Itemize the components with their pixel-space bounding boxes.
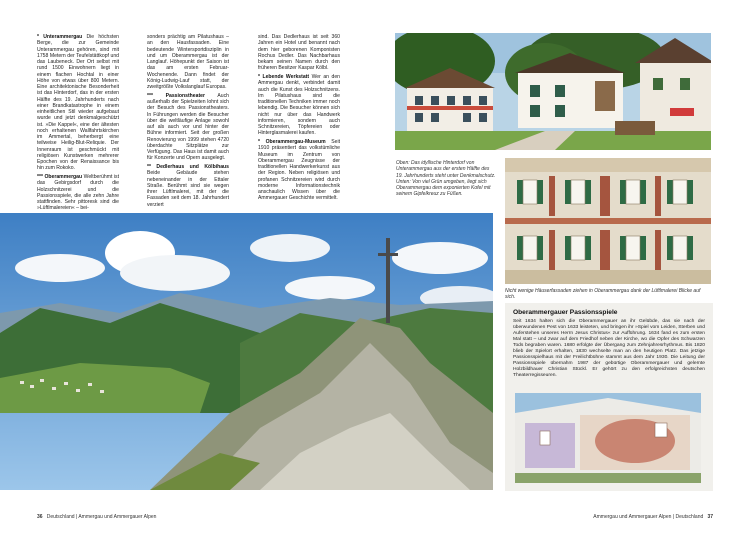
section-heading: *** Passionstheater [147, 92, 205, 99]
village-photo [395, 33, 711, 150]
paragraph [37, 34, 119, 172]
body-text: Seit 1910 präsentiert das volkstümliche Museum im Zentrum von Oberammergau Zeugnisse der traditionellen Handwerkerkunst aus der Region. Neben religiösen und profanen Schnitzereien wird durch moderne Informationstechnik anschaulich Wissen über die Ammergauer Geschichte vermittelt. [258, 139, 341, 202]
section-heading: * Oberammergau-Museum [258, 139, 326, 145]
page-number-right: 37 [707, 514, 713, 520]
mountain-illustration [0, 213, 493, 490]
body-text: sonders prächtig am Pilatushaus – an den Hausfassaden. Eine bedeutende Wintersportdisziplin in und um Oberammergau ist der Langlauf. Höhepunkt der Saison ist das am ersten Februar-Wochenende. Dann findet der König-Ludwig-Lauf statt, der zweitgrößte Volkslanglauf Europas. [147, 34, 229, 90]
box-text: Seit 1634 halten sich die Oberammergauer an ihr Gelübde, das sie nach der überwundenen Pest von 1633 leisteten, und bringen ihr »Spiel vom Leiden, Sterben und Auferstehen unseres Herrn Jesus Christus« zur Aufführung. 1634 fand es zum ersten Mal statt – und zwar auf dem Friedhof neben der Kirche, wo die Opfer des Schwarzen Tods begraben waren. 1680 erfolgte der Übergang zum Zehnjahresrhythmus. Bis 1820 blieb der Spielort erhalten, 1830 wechselte man an den heutigen Platz. Das jetzige Passionsspielhaus mit der Freilichtbühne stammt aus dem Jahr 1930. Die Leitung der Passionsspiele übernahm 1987 der gebürtige Oberammergauer und gelernte Holzbildhauer Christian Stückl. Er gehört zu den erfolgreichsten deutschen Theaterregisseuren. [513, 319, 705, 378]
mountain-photo [0, 213, 493, 490]
body-text: Auch außerhalb der Spielzeiten lohnt sich der Besuch des Passionstheaters. In Führungen werden die Besucher über die weltläufige Anlage sowohl auf als auch vor und hinter der Bühne informiert. Seit der großen Renovierung von 1999 stehen 4720 überdachte Sitzplätze zur Verfügung. Das Haus ist damit auch für Konzerte und Opern ausgelegt. [147, 92, 230, 162]
body-text: Die höchsten Berge, die zur Gemeinde Unterammergau gehören, sind mit 1758 Metern der Teufelstättkopf und das Laubeneck. Der Ort selbst mit rund 1500 Einwohnern liegt in einem flachen Hochtal in einer Höhe von etwas über 800 Metern. Eine architektonische Besonderheit ist das Hinterdorf, das in der ersten Hälfte des 19. Jahrhunderts nach einer Brandkatastrophe in einem einheitlichen Stil wieder aufgebaut wurde und jetzt denkmalgeschützt ist. »Die Kappel«, eine der ältesten noch erhaltenen Wallfahrtskirchen im Ammertal, beherbergt eine teilweise Heilig-Blut-Reliquie. Der Innenraum ist geschmückt mit religiösen Kunstwerken mehrerer Epochen von der Renaissance bis hin zum Rokoko. [37, 34, 120, 172]
text-column-2 [147, 34, 229, 210]
running-footer-left: Deutschland | Ammergau und Ammergauer Alpen [46, 514, 157, 520]
text-column-1 [37, 34, 119, 214]
body-text: Weltberühmt ist das Gebirgsdorf durch die Holzschnitzerei und die Passionsspiele, die alle zehn Jahre stattfinden. Sehr pittoresk sind die »Lüftlmalereien« – bei- [37, 174, 120, 212]
paragraph [37, 174, 119, 212]
passion-house-photo [515, 393, 701, 483]
footer-right [593, 514, 713, 520]
passion-play-box [505, 303, 713, 491]
facade-illustration [505, 158, 711, 284]
footer-left [37, 514, 156, 520]
paragraph [147, 93, 229, 162]
village-illustration [395, 33, 711, 150]
box-title: Oberammergauer Passionsspiele [513, 309, 618, 316]
facade-caption: Nicht wenige Häuserfassaden ziehen in Oberammergau dank der Lüftlmalerei Blicke auf sich. [505, 288, 701, 301]
section-heading: ** Dedlerhaus und Kölbihaus [147, 164, 229, 170]
section-heading: * Unterammergau [37, 34, 83, 40]
body-text: Wer an den Ammergau denkt, verbindet damit auch die Kunst des Holzschnitzens. Im Pilatushaus sind die traditionellen Techniken immer noch lebendig. Die Besucher können sich nicht nur über das Handwerk informieren, sondern auch Schnitzereien, Töpfereien oder Hinterglasmalerei kaufen. [258, 74, 340, 137]
body-text: sind. Das Dedlerhaus ist seit 360 Jahren ein Hotel und benannt nach dem hier geborenen Komponisten Rochus Dedler. Das Nachbarhaus bekam seinen Namen durch den früheren Besitzer Kaspar Kölbl. [258, 34, 340, 72]
page-number-left: 36 [37, 514, 43, 520]
body-text: Beide Gebäude stehen nebeneinander in der Ettaler Straße. Berühmt sind sie wegen ihrer Lüftlmalerei, mit der die Fassaden seit dem 18. Jahrhundert verziert [147, 170, 229, 208]
text-column-3 [258, 34, 340, 204]
paragraph [258, 139, 340, 202]
paragraph [258, 34, 340, 72]
paragraph [258, 74, 340, 137]
section-heading: * Lebende Werkstatt [258, 74, 310, 80]
section-heading: *** Oberammergau [37, 174, 83, 180]
facade-photo [505, 158, 711, 284]
passion-house-illustration [515, 393, 701, 483]
paragraph [147, 164, 229, 208]
photo-caption: Oben: Das idyllische Hinterdorf von Unterammergau aus der ersten Hälfte des 19. Jahrhunderts steht unter Denkmalschutz. Unten: Von viel Grün umgeben, liegt sich Oberammergau dem exponierten Kofel mit seinem Gipfelkreuz zu Füßen. [396, 160, 496, 198]
running-footer-right: Ammergau und Ammergauer Alpen | Deutschland [593, 514, 704, 520]
paragraph [147, 34, 229, 90]
